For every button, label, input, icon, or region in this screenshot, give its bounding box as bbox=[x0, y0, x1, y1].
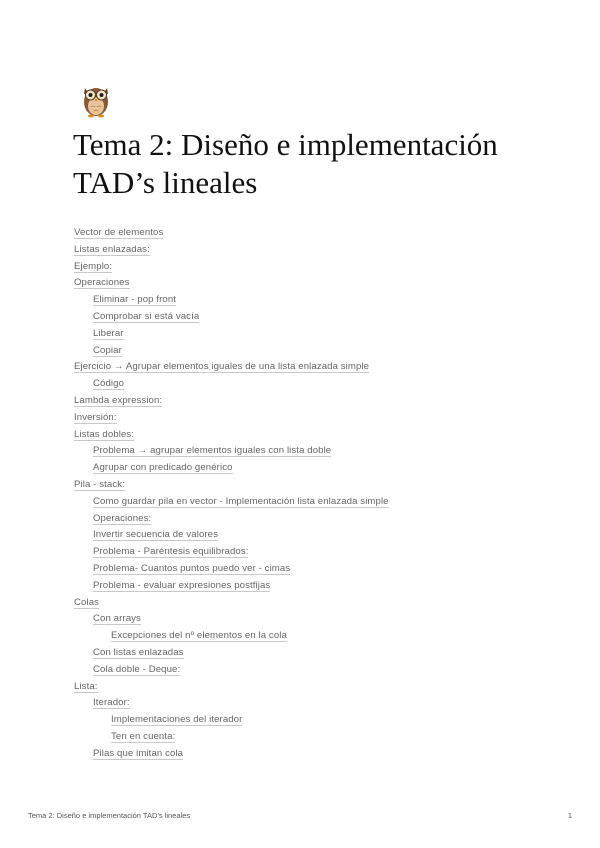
toc-link[interactable]: Comprobar si está vacía bbox=[93, 310, 200, 322]
toc-link[interactable]: Lista: bbox=[74, 680, 98, 692]
toc-item bbox=[0, 561, 600, 578]
toc-item bbox=[0, 746, 600, 763]
toc-item bbox=[0, 225, 600, 242]
toc-link[interactable]: Listas dobles: bbox=[74, 428, 135, 440]
footer-page-number: 1 bbox=[567, 811, 572, 820]
toc-item bbox=[0, 628, 600, 645]
toc-item bbox=[0, 645, 600, 662]
toc-link[interactable]: Ejercicio → Agrupar elementos iguales de una lista enlazada simple bbox=[74, 361, 370, 373]
toc-item bbox=[0, 679, 600, 696]
toc-item bbox=[0, 595, 600, 612]
toc-item bbox=[0, 259, 600, 276]
toc-item bbox=[0, 729, 600, 746]
footer-title: Tema 2: Diseño e implementación TAD’s lineales bbox=[28, 811, 191, 820]
toc-item bbox=[0, 309, 600, 326]
toc-link[interactable]: Colas bbox=[74, 596, 100, 608]
toc-link[interactable]: Problema - Paréntesis equilibrados: bbox=[93, 546, 249, 558]
toc-item bbox=[0, 410, 600, 427]
toc-item bbox=[0, 393, 600, 410]
toc-link[interactable]: Problema - evaluar expresiones postfijas bbox=[93, 579, 271, 591]
toc-link[interactable]: Liberar bbox=[93, 327, 124, 339]
owl-icon bbox=[80, 80, 112, 118]
toc-item bbox=[0, 544, 600, 561]
toc-link[interactable]: Inversión: bbox=[74, 411, 117, 423]
toc-link[interactable]: Excepciones del nº elementos en la cola bbox=[111, 630, 287, 642]
toc-link[interactable]: Lambda expression: bbox=[74, 394, 163, 406]
toc-item bbox=[0, 242, 600, 259]
page-icon bbox=[80, 80, 112, 118]
toc-link[interactable]: Implementaciones del iterador bbox=[111, 714, 243, 726]
page-title bbox=[73, 126, 573, 202]
toc-item bbox=[0, 275, 600, 292]
toc-link[interactable]: Iterador: bbox=[93, 697, 130, 709]
toc-item bbox=[0, 359, 600, 376]
toc-item bbox=[0, 662, 600, 679]
toc-link[interactable]: Vector de elementos bbox=[74, 227, 164, 238]
toc-item bbox=[0, 527, 600, 544]
toc-link[interactable]: Listas enlazadas: bbox=[74, 243, 150, 255]
toc-link[interactable]: Problema- Cuantos puntos puedo ver - cimas bbox=[93, 562, 291, 574]
toc-link[interactable]: Cola doble - Deque: bbox=[93, 663, 181, 675]
toc-link[interactable]: Ejemplo: bbox=[74, 260, 113, 272]
toc-link[interactable]: Pilas que imitan cola bbox=[93, 747, 184, 759]
toc-link[interactable]: Copiar bbox=[93, 344, 122, 356]
toc-link[interactable]: Operaciones bbox=[74, 277, 130, 289]
toc-link[interactable]: Como guardar pila en vector - Implementación lista enlazada simple bbox=[93, 495, 389, 507]
toc-link[interactable]: Agrupar con predicado genérico bbox=[93, 462, 233, 474]
toc-item bbox=[0, 376, 600, 393]
toc-item bbox=[0, 427, 600, 444]
toc-item bbox=[0, 326, 600, 343]
toc-link[interactable]: Con listas enlazadas bbox=[93, 646, 184, 658]
toc-link[interactable]: Invertir secuencia de valores bbox=[93, 529, 219, 541]
toc-link[interactable]: Operaciones: bbox=[93, 512, 152, 524]
toc-item bbox=[0, 695, 600, 712]
table-of-contents bbox=[0, 225, 600, 763]
toc-item bbox=[0, 712, 600, 729]
toc-item bbox=[0, 292, 600, 309]
toc-item bbox=[0, 477, 600, 494]
toc-link[interactable]: Pila - stack: bbox=[74, 478, 125, 490]
toc-link[interactable]: Problema → agrupar elementos iguales con lista doble bbox=[93, 445, 332, 457]
toc-item bbox=[0, 578, 600, 595]
toc-link[interactable]: Eliminar - pop front bbox=[93, 294, 177, 306]
toc-item bbox=[0, 494, 600, 511]
toc-item bbox=[0, 511, 600, 528]
toc-link[interactable]: Código bbox=[93, 378, 125, 390]
toc-item bbox=[0, 443, 600, 460]
toc-item bbox=[0, 460, 600, 477]
toc-link[interactable]: Ten en cuenta: bbox=[111, 730, 176, 742]
toc-item bbox=[0, 611, 600, 628]
page-title-line-1: Tema 2: Diseño e implementación bbox=[73, 127, 498, 162]
page-footer bbox=[28, 811, 572, 820]
toc-link[interactable]: Con arrays bbox=[93, 613, 141, 625]
page-title-line-2: TAD’s lineales bbox=[73, 165, 258, 200]
toc-item bbox=[0, 343, 600, 360]
